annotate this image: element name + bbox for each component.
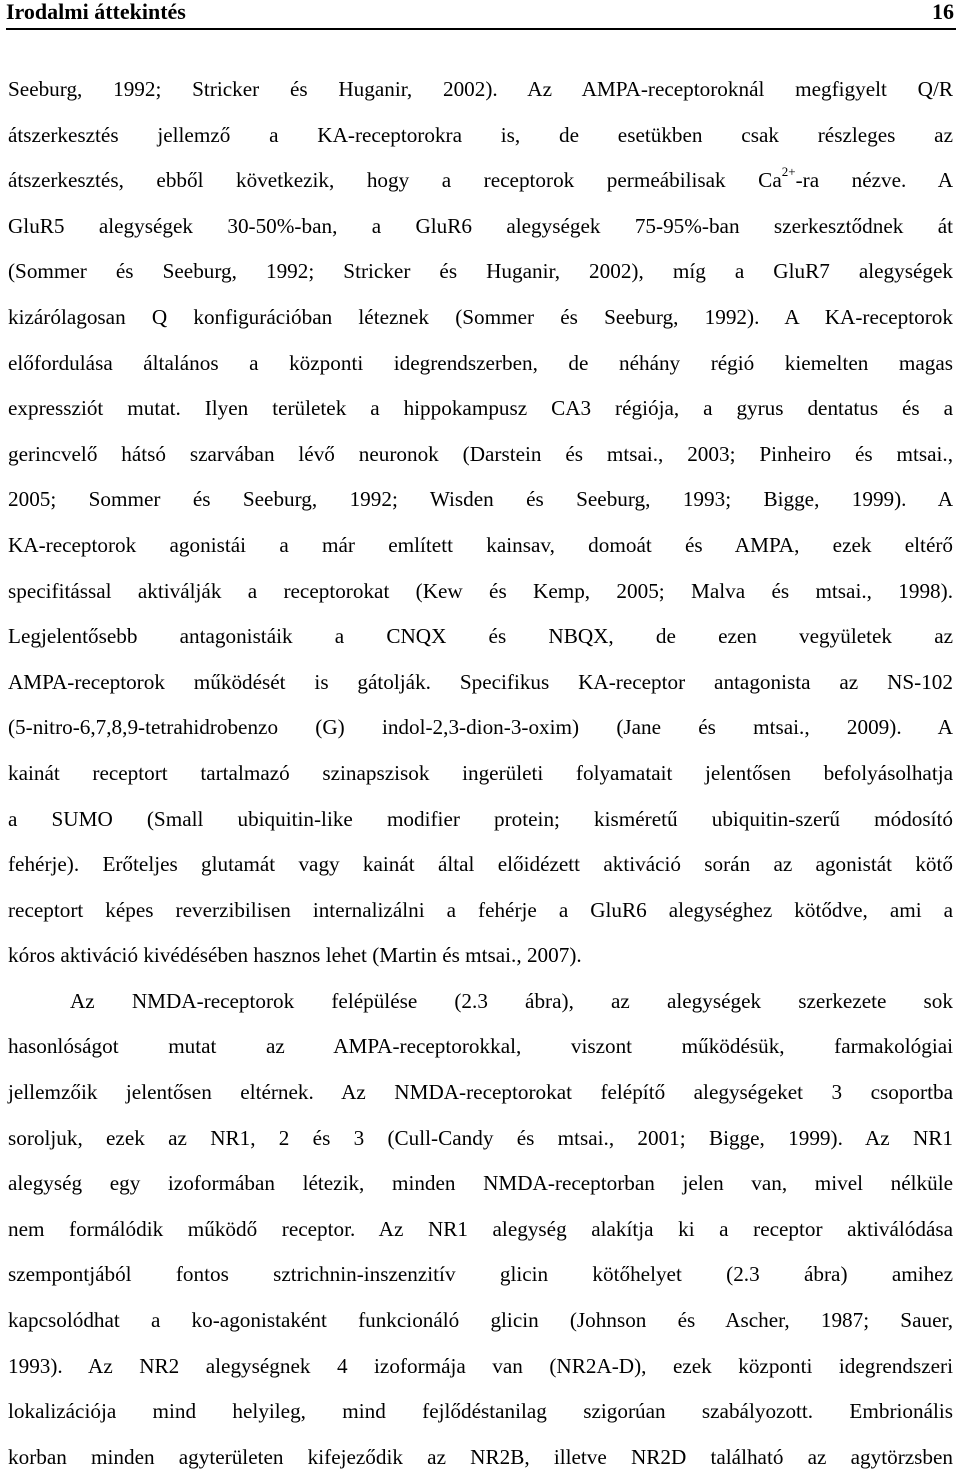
text-line: expressziót mutat. Ilyen területek a hippokampusz CA3 régiója, a gyrus dentatus és a xyxy=(8,396,953,421)
text-line: AMPA-receptorok működését is gátolják. Specifikus KA-receptor antagonista az NS-102 xyxy=(8,669,953,694)
text-line: lokalizációja mind helyileg, mind fejlődéstanilag szigorúan szabályozott. Embrionális xyxy=(8,1399,953,1424)
text-line: GluR5 alegységek 30-50%-ban, a GluR6 alegységek 75-95%-ban szerkesztődnek át xyxy=(8,213,953,238)
text-line: 1993). Az NR2 alegységnek 4 izoformája van (NR2A-D), ezek központi idegrendszeri xyxy=(8,1353,953,1378)
text-line: specifitással aktiválják a receptorokat (Kew és Kemp, 2005; Malva és mtsai., 1998). xyxy=(8,578,953,603)
text-line: kapcsolódhat a ko-agonistaként funkcionáló glicin (Johnson és Ascher, 1987; Sauer, xyxy=(8,1308,953,1333)
text-line xyxy=(8,158,953,204)
text-line: Az NMDA-receptorok felépülése (2.3 ábra), az alegységek szerkezete sok xyxy=(70,988,953,1013)
paragraph-1 xyxy=(8,67,953,979)
text-line: kizárólagosan Q konfigurációban léteznek (Sommer és Seeburg, 1992). A KA-receptorok xyxy=(8,304,953,329)
paragraph-2 xyxy=(8,979,953,1480)
page-number: 16 xyxy=(932,0,954,24)
text-line: átszerkesztés jellemző a KA-receptorokra is, de esetükben csak részleges az xyxy=(8,122,953,147)
text-line: nem formálódik működő receptor. Az NR1 alegység alakítja ki a receptor aktiválódása xyxy=(8,1216,953,1241)
text-line: receptort képes reverzibilisen internalizálni a fehérje a GluR6 alegységhez kötődve, ami a xyxy=(8,897,953,922)
text-line: a SUMO (Small ubiquitin-like modifier protein; kisméretű ubiquitin-szerű módosító xyxy=(8,806,953,831)
superscript: 2+ xyxy=(781,164,796,180)
page-header xyxy=(6,0,956,30)
text-line: Seeburg, 1992; Stricker és Huganir, 2002). Az AMPA-receptoroknál megfigyelt Q/R xyxy=(8,77,953,101)
text-line: szempontjából fontos sztrichnin-inszenzitív glicin kötőhelyet (2.3 ábra) amihez xyxy=(8,1262,953,1287)
text-line: 2005; Sommer és Seeburg, 1992; Wisden és Seeburg, 1993; Bigge, 1999). A xyxy=(8,487,953,512)
text-line: alegység egy izoformában létezik, minden NMDA-receptorban jelen van, mivel nélküle xyxy=(8,1171,953,1196)
text-line: kainát receptort tartalmazó szinapszisok ingerületi folyamatait jelentősen befolyásolhatja xyxy=(8,760,953,785)
text-line: gerincvelő hátsó szarvában lévő neuronok (Darstein és mtsai., 2003; Pinheiro és mtsai., xyxy=(8,441,953,466)
text-line: hasonlóságot mutat az AMPA-receptorokkal, viszont működésük, farmakológiai xyxy=(8,1034,953,1059)
text-fragment: -ra nézve. A xyxy=(795,168,954,193)
body-text xyxy=(8,67,953,1480)
text-fragment: átszerkesztés, ebből következik, hogy a receptorok permeábilisak Ca xyxy=(8,168,782,193)
text-line: KA-receptorok agonistái a már említett kainsav, domoát és AMPA, ezek eltérő xyxy=(8,532,953,557)
text-line: soroljuk, ezek az NR1, 2 és 3 (Cull-Candy és mtsai., 2001; Bigge, 1999). Az NR1 xyxy=(8,1125,953,1150)
chapter-title: Irodalmi áttekintés xyxy=(6,0,186,24)
text-line: (Sommer és Seeburg, 1992; Stricker és Huganir, 2002), míg a GluR7 alegységek xyxy=(8,259,953,284)
text-line: kóros aktiváció kivédésében hasznos lehet (Martin és mtsai., 2007). xyxy=(8,943,582,968)
text-line: fehérje). Erőteljes glutamát vagy kainát által előidézett aktiváció során az agonistát kötő xyxy=(8,852,953,877)
text-line: Legjelentősebb antagonistáik a CNQX és NBQX, de ezen vegyületek az xyxy=(8,624,953,649)
text-line: (5-nitro-6,7,8,9-tetrahidrobenzo (G) indol-2,3-dion-3-oxim) (Jane és mtsai., 2009). A xyxy=(8,715,953,740)
text-line: jellemzőik jelentősen eltérnek. Az NMDA-receptorokat felépítő alegységeket 3 csoportba xyxy=(8,1080,953,1105)
text-line: előfordulása általános a központi idegrendszerben, de néhány régió kiemelten magas xyxy=(8,350,953,375)
text-line: korban minden agyterületen kifejeződik az NR2B, illetve NR2D található az agytörzsben xyxy=(8,1444,953,1469)
